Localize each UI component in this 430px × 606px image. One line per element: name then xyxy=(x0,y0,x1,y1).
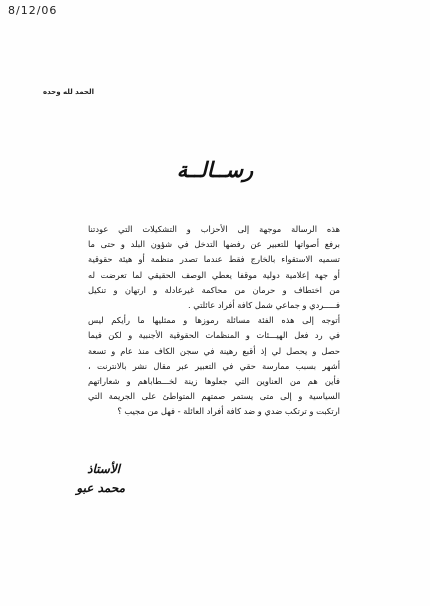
body-line: فـــــردي و جماعي شمل كافة أفراد عائلتي . xyxy=(187,300,340,311)
letter-title: رســالــة xyxy=(176,157,254,182)
letter-body xyxy=(88,222,340,420)
paragraph-2 xyxy=(88,313,340,419)
body-line: حصل و يحصل لي إذ أقبع رهينة في سجن الكاف منذ عام و تسعة xyxy=(88,345,340,356)
body-line: السياسية و إلى متى يستمر صمتهم المتواطئ على الجريمة التي xyxy=(88,391,340,402)
handwritten-date: 8/12/06 xyxy=(8,4,58,17)
opening-praise: الحمد لله وحده xyxy=(43,88,94,96)
body-line: هذه الرسالة موجهة إلى الأحزاب و التشكيلات التي عودتنا xyxy=(88,224,340,234)
body-line: برفع أصواتها للتعبير عن رفضها التدخل في شؤون البلد و حتى ما xyxy=(88,239,340,250)
body-line: أتوجه إلى هذه الفئة مسائلة رموزها و ممثليها ما رأيكم ليس xyxy=(88,315,340,326)
body-line: فأين هم من العناوين التي جعلوها زينة لخـــطاباهم و شعاراتهم xyxy=(88,376,340,387)
signature-title: الأستاذ xyxy=(87,462,120,476)
body-line: أو جهة إعلامية دولية موقفا يعطي الوصف الحقيقي لما تعرضت له xyxy=(88,269,340,280)
body-line: ارتكبت و ترتكب ضدي و ضد كافة أفراد العائلة - فهل من مجيب ؟ xyxy=(117,406,340,417)
body-line: من اختطاف و حرمان من محاكمة غيرعادلة و ارتهان و تنكيل xyxy=(88,284,340,295)
body-line: تسميه الاستقواء بالخارج فقط عندما تصدر منظمة أو هيئة حقوقية xyxy=(88,254,340,265)
body-line: أشهر بسبب ممارسة حقي في التعبير عبر مقال نشر بالانترنت ، xyxy=(88,360,340,371)
paragraph-1 xyxy=(88,222,340,313)
signature-name: محمد عبو xyxy=(76,481,125,495)
body-line: في رد فعل الهيـــئات و المنظمات الحقوقية الأجنبية و لكن فيما xyxy=(88,330,340,341)
